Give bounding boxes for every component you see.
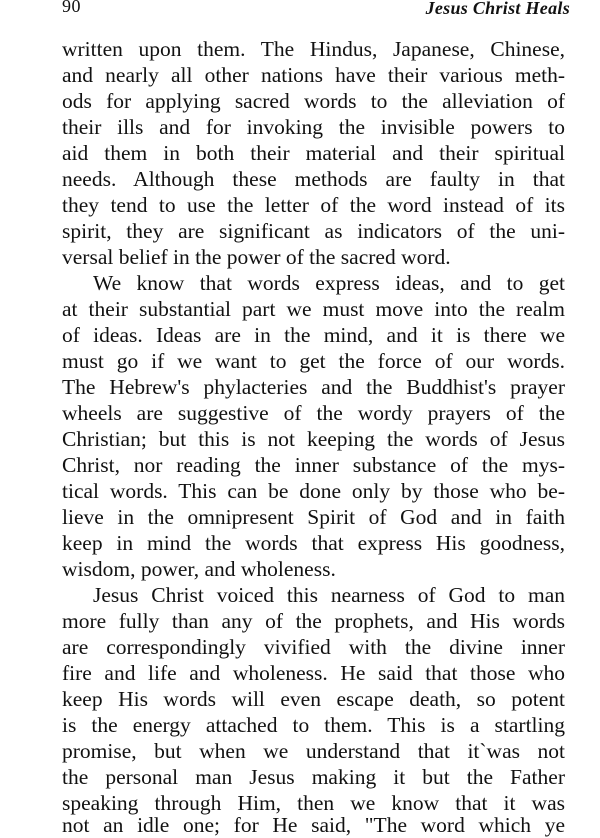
text-line: their ills and for invoking the invisible powers to <box>62 115 565 139</box>
text-line: tical words. This can be done only by those who be- <box>62 479 565 503</box>
paragraph-start-line: We know that words express ideas, and to get <box>93 271 565 295</box>
text-line: speaking through Him, then we know that it was <box>62 791 565 815</box>
text-line: wisdom, power, and wholeness. <box>62 557 336 581</box>
text-line: needs. Although these methods are faulty in that <box>62 167 565 191</box>
text-line: lieve in the omnipresent Spirit of God and in faith <box>62 505 565 529</box>
text-line: versal belief in the power of the sacred word. <box>62 245 451 269</box>
running-head: Jesus Christ Heals <box>425 0 570 18</box>
text-line: promise, but when we understand that it`was not <box>62 739 565 763</box>
text-line: more fully than any of the prophets, and His words <box>62 609 565 633</box>
text-line: fire and life and wholeness. He said that those who <box>62 661 565 685</box>
text-line: keep in mind the words that express His goodness, <box>62 531 565 555</box>
text-line: ods for applying sacred words to the alleviation of <box>62 89 565 113</box>
text-line: Christ, nor reading the inner substance of the mys- <box>62 453 565 477</box>
text-line: are correspondingly vivified with the divine inner <box>62 635 565 659</box>
page-number: 90 <box>62 0 81 16</box>
text-line: spirit, they are significant as indicators of the uni- <box>62 219 565 243</box>
text-line: is the energy attached to them. This is a startling <box>62 713 565 737</box>
text-line: Christian; but this is not keeping the words of Jesus <box>62 427 565 451</box>
page-header <box>62 0 570 24</box>
text-line: and nearly all other nations have their various meth- <box>62 63 565 87</box>
text-line: the personal man Jesus making it but the Father <box>62 765 565 789</box>
text-line: written upon them. The Hindus, Japanese, Chinese, <box>62 37 565 61</box>
text-line: must go if we want to get the force of our words. <box>62 349 565 373</box>
text-line: not an idle one; for He said, "The word which ye <box>62 813 565 837</box>
text-line: they tend to use the letter of the word instead of its <box>62 193 565 217</box>
text-line: at their substantial part we must move into the realm <box>62 297 565 321</box>
text-line: wheels are suggestive of the wordy prayers of the <box>62 401 565 425</box>
text-line: aid them in both their material and their spiritual <box>62 141 565 165</box>
text-line: keep His words will even escape death, so potent <box>62 687 565 711</box>
paragraph-start-line: Jesus Christ voiced this nearness of God to man <box>93 583 565 607</box>
text-line: of ideas. Ideas are in the mind, and it is there we <box>62 323 565 347</box>
text-line: The Hebrew's phylacteries and the Buddhist's prayer <box>62 375 565 399</box>
